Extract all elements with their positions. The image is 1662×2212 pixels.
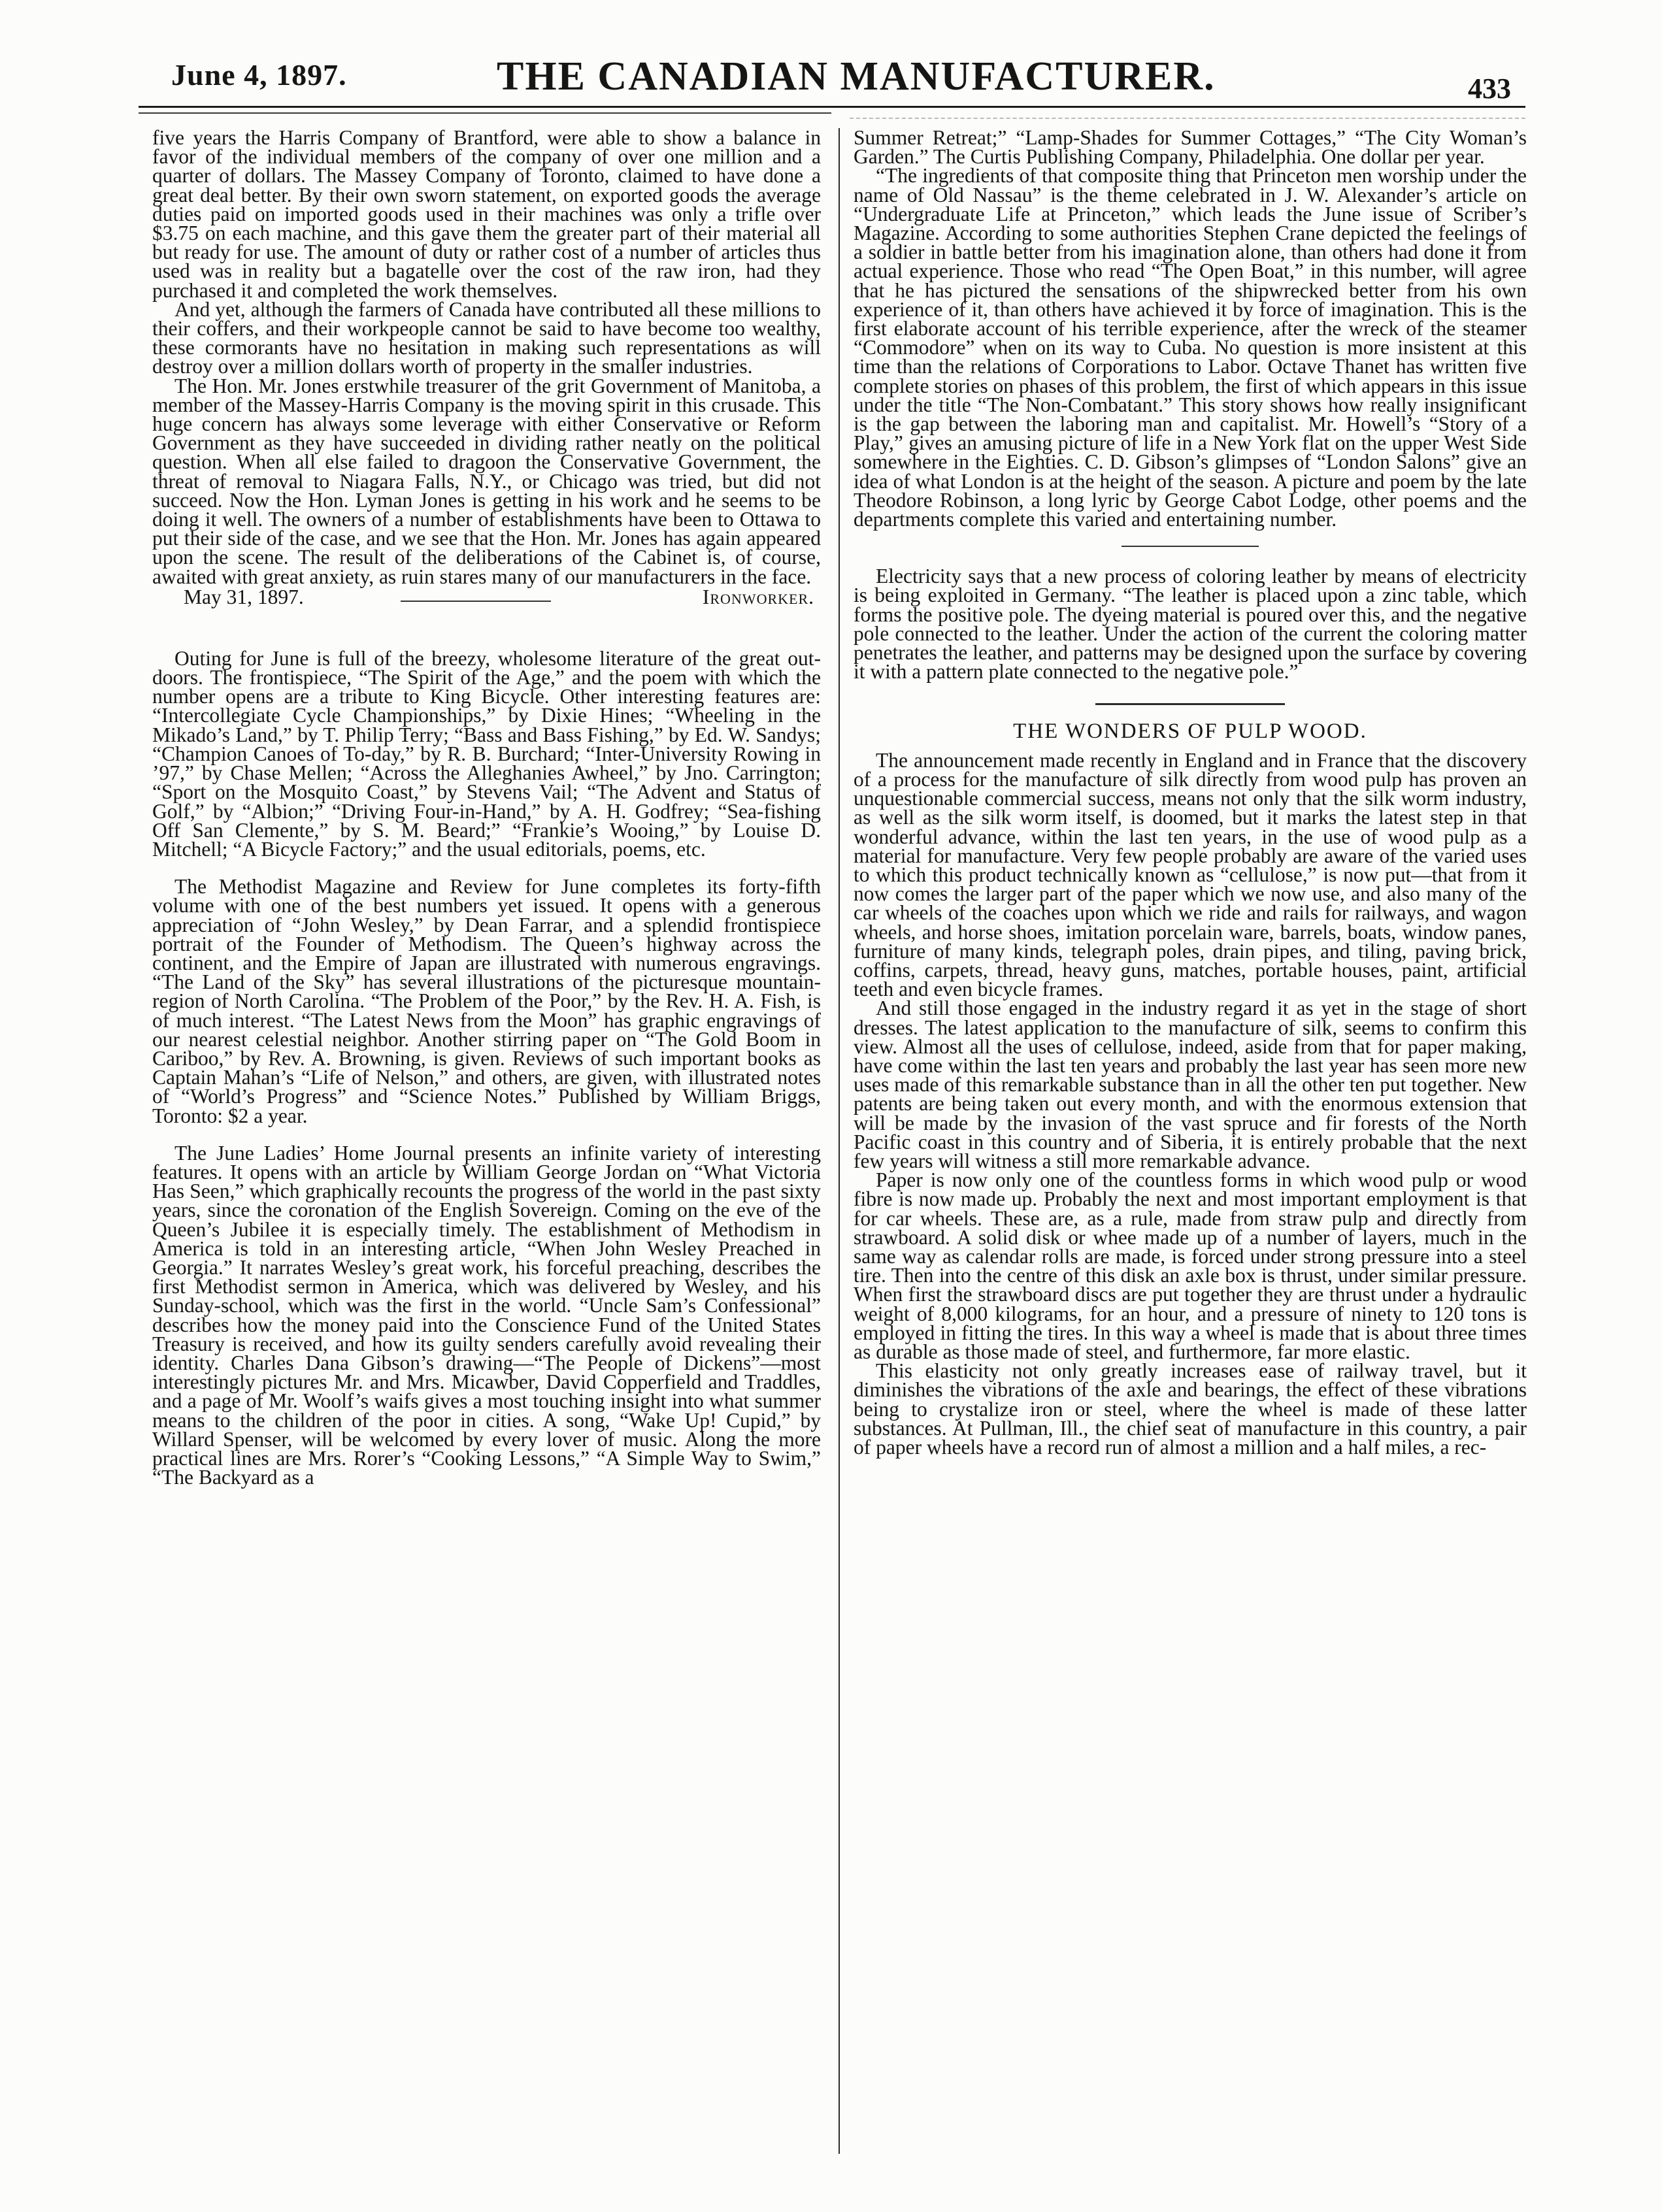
running-header bbox=[0, 0, 1662, 131]
pulp-wood-paragraph-2: And still those engaged in the industry regard it as yet in the stage of short dresses. The latest application to the manufacture of silk, seems to confirm this view. Almost all the uses of cellulose, indeed, aside from that for paper making, have come within the last ten years and probably the last year has seen more new uses made of this remarkable substance than in all the other ten put together. New patents are being taken out every month, and with the enormous extension that will be made by the invasion of the vast spruce and fir forests of the North Pacific coast in this country and of Siberia, it is entirely probable that the next few years will witness a still more remarkable advance. bbox=[854, 997, 1527, 1172]
page-number: 433 bbox=[1468, 73, 1511, 105]
signoff-rule bbox=[401, 601, 551, 602]
ironworker-paragraph-1: five years the Harris Company of Brantford, were able to show a balance in favor of the individual members of the company of over one million and a quarter of dollars. The Massey Company of Toronto, claimed to have done a great deal better. By their own sworn statement, on exported goods the average duties paid on imported goods used in their machines was only a trifle over $3.75 on each machine, and this gave them the greater part of their material all but ready for use. The amount of duty or rather cost of a number of articles thus used was in reality but a bagatelle over the cost of the raw iron, had they purchased it and completed the work themselves. bbox=[152, 126, 821, 302]
section-divider bbox=[1122, 546, 1259, 547]
column-divider bbox=[839, 128, 840, 2154]
letter-date: May 31, 1897. bbox=[184, 585, 304, 608]
pulp-wood-paragraph-4: This elasticity not only greatly increases ease of railway travel, but it diminishes the vibrations of the axle and bearings, the effect of these vibrations being to crystalize iron or steel, where the wheel is made of these latter substances. At Pullman, Ill., the chief seat of manufacture in this country, a pair of paper wheels have a record run of almost a million and a half miles, a rec- bbox=[854, 1359, 1527, 1459]
publication-title: THE CANADIAN MANUFACTURER. bbox=[497, 54, 1216, 99]
header-rule-faint bbox=[850, 118, 1525, 120]
electricity-note: Electricity says that a new process of coloring leather by means of electricity is being exploited in Germany. “The leather is placed upon a zinc table, which forms the positive pole. The dyeing material is poured over this, and the negative pole connected to the leather. Under the action of the current the coloring matter penetrates the leather, and patterns may be designed upon the surface by covering it with a pattern plate connected to the negative pole.” bbox=[854, 565, 1527, 684]
left-column bbox=[152, 128, 821, 1487]
outing-review: Outing for June is full of the breezy, wholesome literature of the great out-doors. The frontispiece, “The Spirit of the Age,” and the poem with which the number opens are a tribute to King Bicycle. Other interesting features are: “Intercollegiate Cycle Championships,” by Dixie Hines; “Wheeling in the Mikado’s Land,” by T. Philip Terry; “Bass and Bass Fishing,” by Ed. W. Sandys; “Champion Canoes of To-day,” by R. B. Burchard; “Inter-University Rowing in ’97,” by Chase Mellen; “Across the Alleghanies Awheel,” by Jno. Carrington; “Sport on the Mosquito Coast,” by Stevens Vail; “The Advent and Status of Golf,” by “Albion;” “Driving Four-in-Hand,” by A. H. Godfrey; “Sea-fishing Off San Clemente,” by S. M. Beard;” “Frankie’s Wooing,” by Louise D. Mitchell; “A Bicycle Factory;” and the usual editorials, poems, etc. bbox=[152, 646, 821, 861]
pulp-wood-paragraph-3: Paper is now only one of the countless forms in which wood pulp or wood fibre is now made up. Probably the next and most important employment is that for car wheels. These are, as a rule, made from straw pulp and directly from strawboard. A solid disk or whee made up of a number of layers, much in the same way as calendar rolls are made, is forced under strong pressure into a steel tire. Then into the centre of this disk an axle box is thrust, under similar pressure. When first the strawboard discs are put together they are thrust under a hydraulic weight of 8,000 kilograms, for an hour, and a pressure of ninety to 120 tons is employed in fitting the tires. In this way a wheel is made that is about three times as durable as those made of steel, and furthermore, far more elastic. bbox=[854, 1168, 1527, 1363]
right-column bbox=[854, 128, 1527, 1457]
pulp-wood-paragraph-1: The announcement made recently in England and in France that the discovery of a process for the manufacture of silk directly from wood pulp has proven an unquestionable commercial success, means not only that the silk worm industry, as well as the silk worm itself, is doomed, but it marks the latest step in that wonderful advance, within the last ten years, in the use of wood pulp as a material for manufacture. Very few people probably are aware of the varied uses to which this product technically known as “cellulose,” is now put—that from it now comes the larger part of the paper which we now use, and also many of the car wheels of the coaches upon which we ride and rails for railways, and wagon wheels, and horse shoes, imitation porcelain ware, barrels, boats, window panes, furniture of many kinds, telegraph poles, drain pipes, and tiling, paving brick, coffins, carpets, thread, heavy guns, matches, portable houses, paint, artificial teeth and even bicycle frames. bbox=[854, 748, 1527, 1001]
letter-signoff bbox=[152, 586, 821, 608]
header-rule bbox=[139, 106, 1525, 108]
ladies-home-journal-continued: Summer Retreat;” “Lamp-Shades for Summer Cottages,” “The City Woman’s Garden.” The Curtis Publishing Company, Philadelphia. One dollar per year. bbox=[854, 126, 1527, 169]
header-rule-secondary bbox=[139, 112, 831, 114]
issue-date: June 4, 1897. bbox=[171, 58, 347, 91]
letter-author: Ironworker. bbox=[702, 585, 814, 608]
ladies-home-journal-review: The June Ladies’ Home Journal presents an infinite variety of interesting features. It opens with an article by William George Jordan on “What Victoria Has Seen,” which graphically recounts the progress of the world in the past sixty years, since the coronation of the English Sovereign. Coming on the eve of the Queen’s Jubilee it is especially timely. The establishment of Methodism in America is told in an interesting article, “When John Wesley Preached in Georgia.” It narrates Wesley’s great work, his forceful preaching, describes the first Methodist sermon in America, which was delivered by Wesley, and his Sunday-school, which was the first in the world. “Uncle Sam’s Confessional” describes how the money paid into the Conscience Fund of the United States Treasury is received, and how its guilty senders carefully avoid revealing their identity. Charles Dana Gibson’s drawing—“The People of Dickens”—most interestingly pictures Mr. and Mrs. Micawber, David Copperfield and Traddles, and a page of Mr. Woolf’s waifs gives a most touching insight into what summer means to the children of the poor in cities. A song, “Wake Up! Cupid,” by Willard Spenser, will be welcomed by every lover of music. Along the more practical lines are Mrs. Rorer’s “Cooking Lessons,” “A Simple Way to Swim,” “The Backyard as a bbox=[152, 1141, 821, 1489]
ironworker-paragraph-2: And yet, although the farmers of Canada have contributed all these millions to their coffers, and their workpeople cannot be said to have become too wealthy, these cormorants have no hesitation in making such representations as will destroy over a million dollars worth of property in the smaller industries. bbox=[152, 297, 821, 378]
pulp-wood-heading: THE WONDERS OF PULP WOOD. bbox=[1013, 719, 1367, 744]
section-divider-heavy bbox=[1095, 703, 1285, 705]
ironworker-paragraph-3: The Hon. Mr. Jones erstwhile treasurer of the grit Government of Manitoba, a member of the Massey-Harris Company is the moving spirit in this crusade. This huge concern has always some leverage with either Conservative or Reform Government as they have succeeded in dividing rather neatly on the political question. When all else failed to dragoon the Conservative Government, the threat of removal to Niagara Falls, N.Y., or Chicago was tried, but did not succeed. Now the Hon. Lyman Jones is getting in his work and he seems to be doing it well. The owners of a number of establishments have been to Ottawa to put their side of the case, and we see that the Hon. Mr. Jones has again appeared upon the scene. The result of the deliberations of the Cabinet is, of course, awaited with great anxiety, as ruin stares many of our manufacturers in the face. bbox=[152, 374, 821, 588]
methodist-magazine-review: The Methodist Magazine and Review for June completes its forty-fifth volume with one of the best numbers yet issued. It opens with a generous appreciation of “John Wesley,” by Dean Farrar, and a splendid frontispiece portrait of the Founder of Methodism. The Queen’s highway across the continent, and the Empire of Japan are illustrated with numerous engravings. “The Land of the Sky” has several illustrations of the picturesque mountain-region of North Carolina. “The Problem of the Poor,” by the Rev. H. A. Fish, is of much interest. “The Latest News from the Moon” has graphic engravings of our nearest celestial neighbor. Another stirring paper on “The Gold Boom in Cariboo,” by Rev. A. Browning, is given. Reviews of such important books as Captain Mahan’s “Life of Nelson,” and others, are given, with illustrated notes of “World’s Progress” and “Science Notes.” Published by William Briggs, Toronto: $2 a year. bbox=[152, 875, 821, 1127]
scribners-magazine-review: “The ingredients of that composite thing that Princeton men worship under the name of Old Nassau” is the theme celebrated in J. W. Alexander’s article on “Undergraduate Life at Princeton,” which leads the June issue of Scriber’s Magazine. According to some authorities Stephen Crane depicted the feelings of a soldier in battle better from his imagination alone, than others had done it from actual experience. Those who read “The Open Boat,” in this number, will agree that he has pictured the sensations of the shipwrecked better from his own experience of it, than others have achieved it by force of imagination. This is the first elaborate account of his terrible experience, after the wreck of the steamer “Commodore” when on its way to Cuba. No question is more insistent at this time than the relations of Corporations to Labor. Octave Thanet has written five complete stories on phases of this problem, the first of which appears in this issue under the title “The Non-Combatant.” This story shows how really insignificant is the gap between the laboring man and capitalist. Mr. Howell’s “Story of a Play,” gives an amusing picture of life in a New York flat on the upper West Side somewhere in the Eighties. C. D. Gibson’s glimpses of “London Salons” give an idea of what London is at the height of the season. A picture and poem by the late Theodore Robinson, a long lyric by George Cabot Lodge, other poems and the departments complete this varied and entertaining number. bbox=[854, 164, 1527, 531]
